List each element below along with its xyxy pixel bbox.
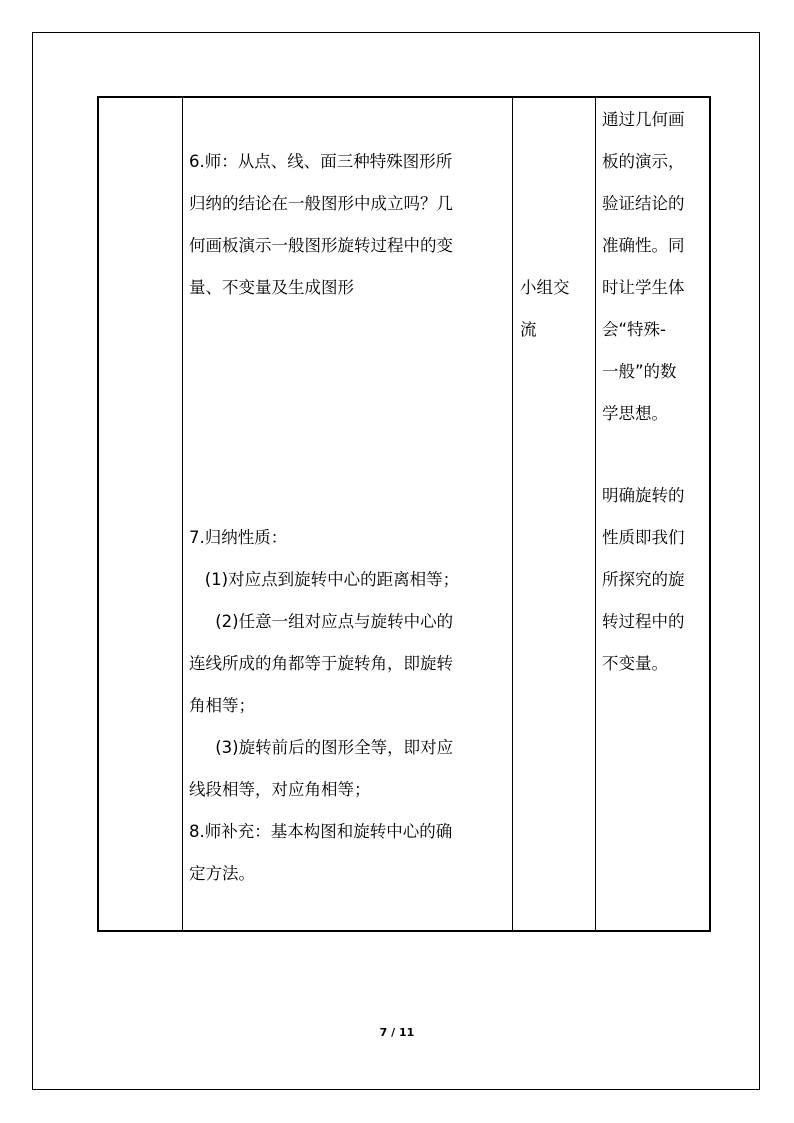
lesson-table [97, 96, 711, 932]
intent-line: 一般”的数 [602, 362, 677, 381]
intent-line: 所探究的旋 [602, 570, 685, 589]
content-line: 7.归纳性质： [189, 528, 288, 547]
intent-line: 会“特殊- [602, 320, 667, 339]
content-line: 线段相等，对应角相等； [189, 780, 371, 799]
intent-line: 转过程中的 [602, 612, 685, 631]
content-line: (3)旋转前后的图形全等，即对应 [189, 738, 454, 757]
content-line: 归纳的结论在一般图形中成立吗？几 [189, 194, 453, 213]
activity-line: 流 [520, 320, 537, 339]
column-divider [595, 98, 596, 930]
content-line: 角相等； [189, 696, 255, 715]
intent-line: 不变量。 [602, 654, 668, 673]
intent-line: 准确性。同 [602, 236, 685, 255]
page-number: 7 / 11 [379, 1026, 415, 1039]
content-line: 量、不变量及生成图形 [189, 278, 354, 297]
intent-line: 通过几何画 [602, 110, 685, 129]
content-line: 定方法。 [189, 864, 255, 883]
content-line: 连线所成的角都等于旋转角，即旋转 [189, 654, 453, 673]
intent-line: 性质即我们 [602, 528, 685, 547]
content-line: 何画板演示一般图形旋转过程中的变 [189, 236, 453, 255]
content-line: (1)对应点到旋转中心的距离相等； [189, 570, 460, 589]
column-divider [512, 98, 513, 930]
intent-line: 学思想。 [602, 404, 668, 423]
intent-line: 明确旋转的 [602, 486, 685, 505]
intent-line: 验证结论的 [602, 194, 685, 213]
content-line: 8.师补充：基本构图和旋转中心的确 [189, 822, 453, 841]
intent-line: 时让学生体 [602, 278, 685, 297]
intent-line: 板的演示， [602, 152, 685, 171]
content-line: 6.师：从点、线、面三种特殊图形所 [189, 152, 453, 171]
column-divider [182, 98, 183, 930]
activity-line: 小组交 [520, 278, 570, 297]
content-line: (2)任意一组对应点与旋转中心的 [189, 612, 454, 631]
